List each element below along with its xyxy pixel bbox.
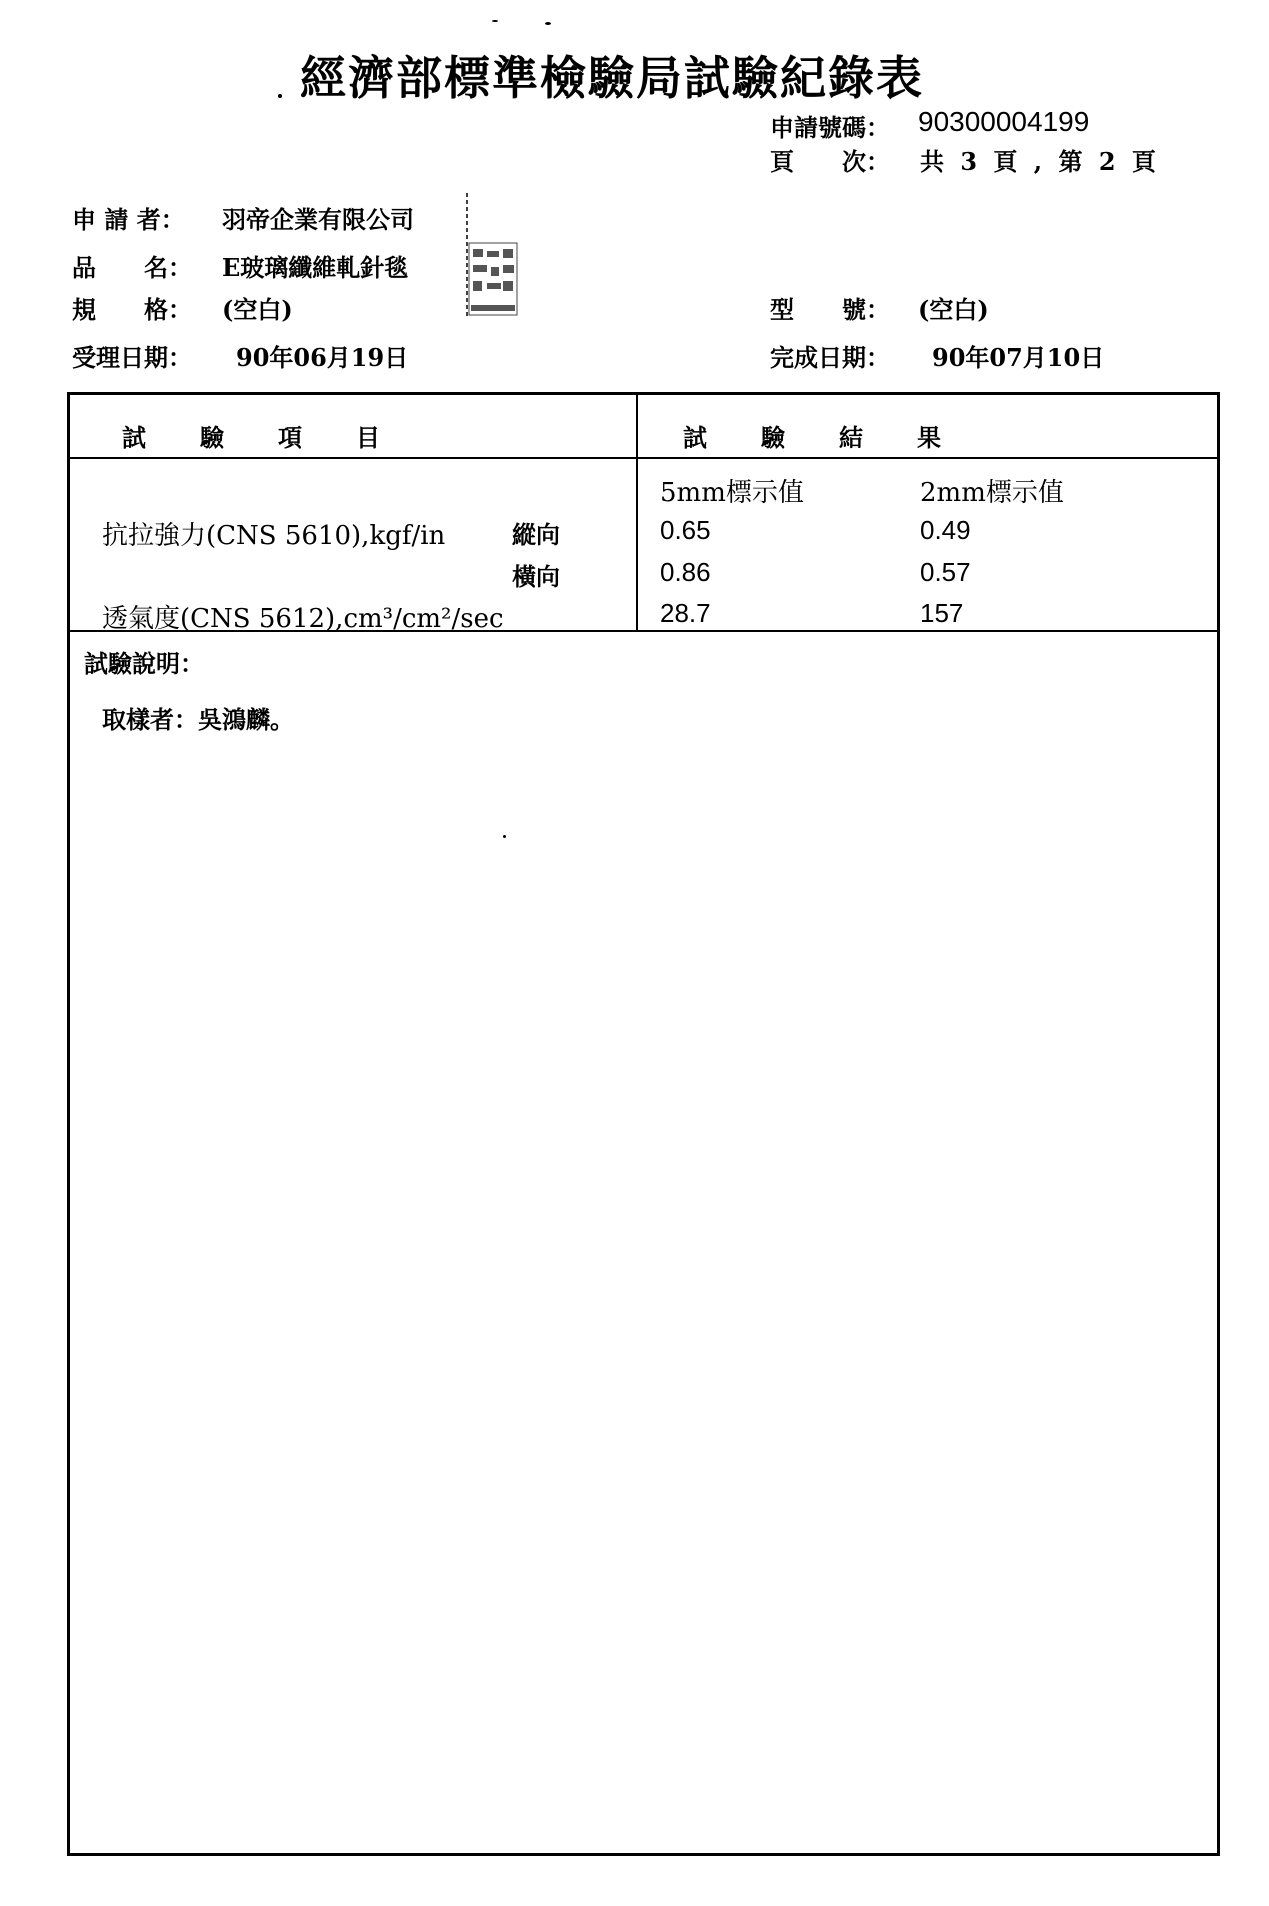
row-tensile2-2mm: 0.57 [920, 557, 971, 587]
column-2mm: 2mm標示值 [920, 478, 1064, 508]
row-permeability-item: 透氣度(CNS 5612),cm³/cm²/sec [102, 604, 504, 634]
table-column-divider [636, 392, 638, 632]
notes-label: 試驗說明： [84, 649, 204, 678]
completed-date: 90年07月10日 [932, 343, 1105, 372]
header-test-item: 試 驗 項 目 [122, 423, 382, 452]
page-info-label: 頁 次： [770, 147, 890, 176]
product-label: 品 名： [72, 253, 192, 282]
sampler-note: 取樣者：吳鴻麟。 [102, 705, 294, 734]
row-tensile2-5mm: 0.86 [660, 557, 711, 587]
spec-label: 規 格： [72, 295, 192, 324]
scan-speck [492, 20, 498, 22]
application-no-value: 90300004199 [918, 106, 1090, 137]
scan-speck [278, 94, 282, 98]
row-tensile-dir: 縱向 [512, 520, 560, 549]
row-permeability-2mm: 157 [920, 598, 964, 628]
row-permeability-5mm: 28.7 [660, 598, 711, 628]
model-value: (空白) [918, 295, 989, 324]
column-5mm: 5mm標示值 [660, 478, 804, 508]
document-title: 經濟部標準檢驗局試驗紀錄表 [300, 51, 924, 105]
row-tensile2-dir: 橫向 [512, 562, 560, 591]
model-label: 型 號： [770, 295, 890, 324]
received-label: 受理日期： [72, 343, 192, 372]
applicant-label: 申 請 者： [72, 205, 185, 234]
seal-stamp-icon [463, 193, 523, 323]
scan-speck [545, 22, 551, 25]
spec-value: (空白) [222, 295, 293, 324]
table-header-divider [67, 457, 1220, 459]
completed-label: 完成日期： [770, 343, 890, 372]
row-tensile-2mm: 0.49 [920, 515, 971, 545]
header-test-result: 試 驗 結 果 [683, 423, 943, 452]
received-date: 90年06月19日 [236, 343, 409, 372]
page-info-value: 共 3 頁 , 第 2 頁 [920, 147, 1160, 176]
row-tensile-item: 抗拉強力(CNS 5610),kgf/in [102, 521, 446, 551]
product-value: E玻璃纖維軋針毯 [222, 253, 409, 282]
applicant-value: 羽帝企業有限公司 [222, 205, 414, 234]
row-tensile-5mm: 0.65 [660, 515, 711, 545]
application-no-label: 申請號碼： [770, 113, 890, 142]
